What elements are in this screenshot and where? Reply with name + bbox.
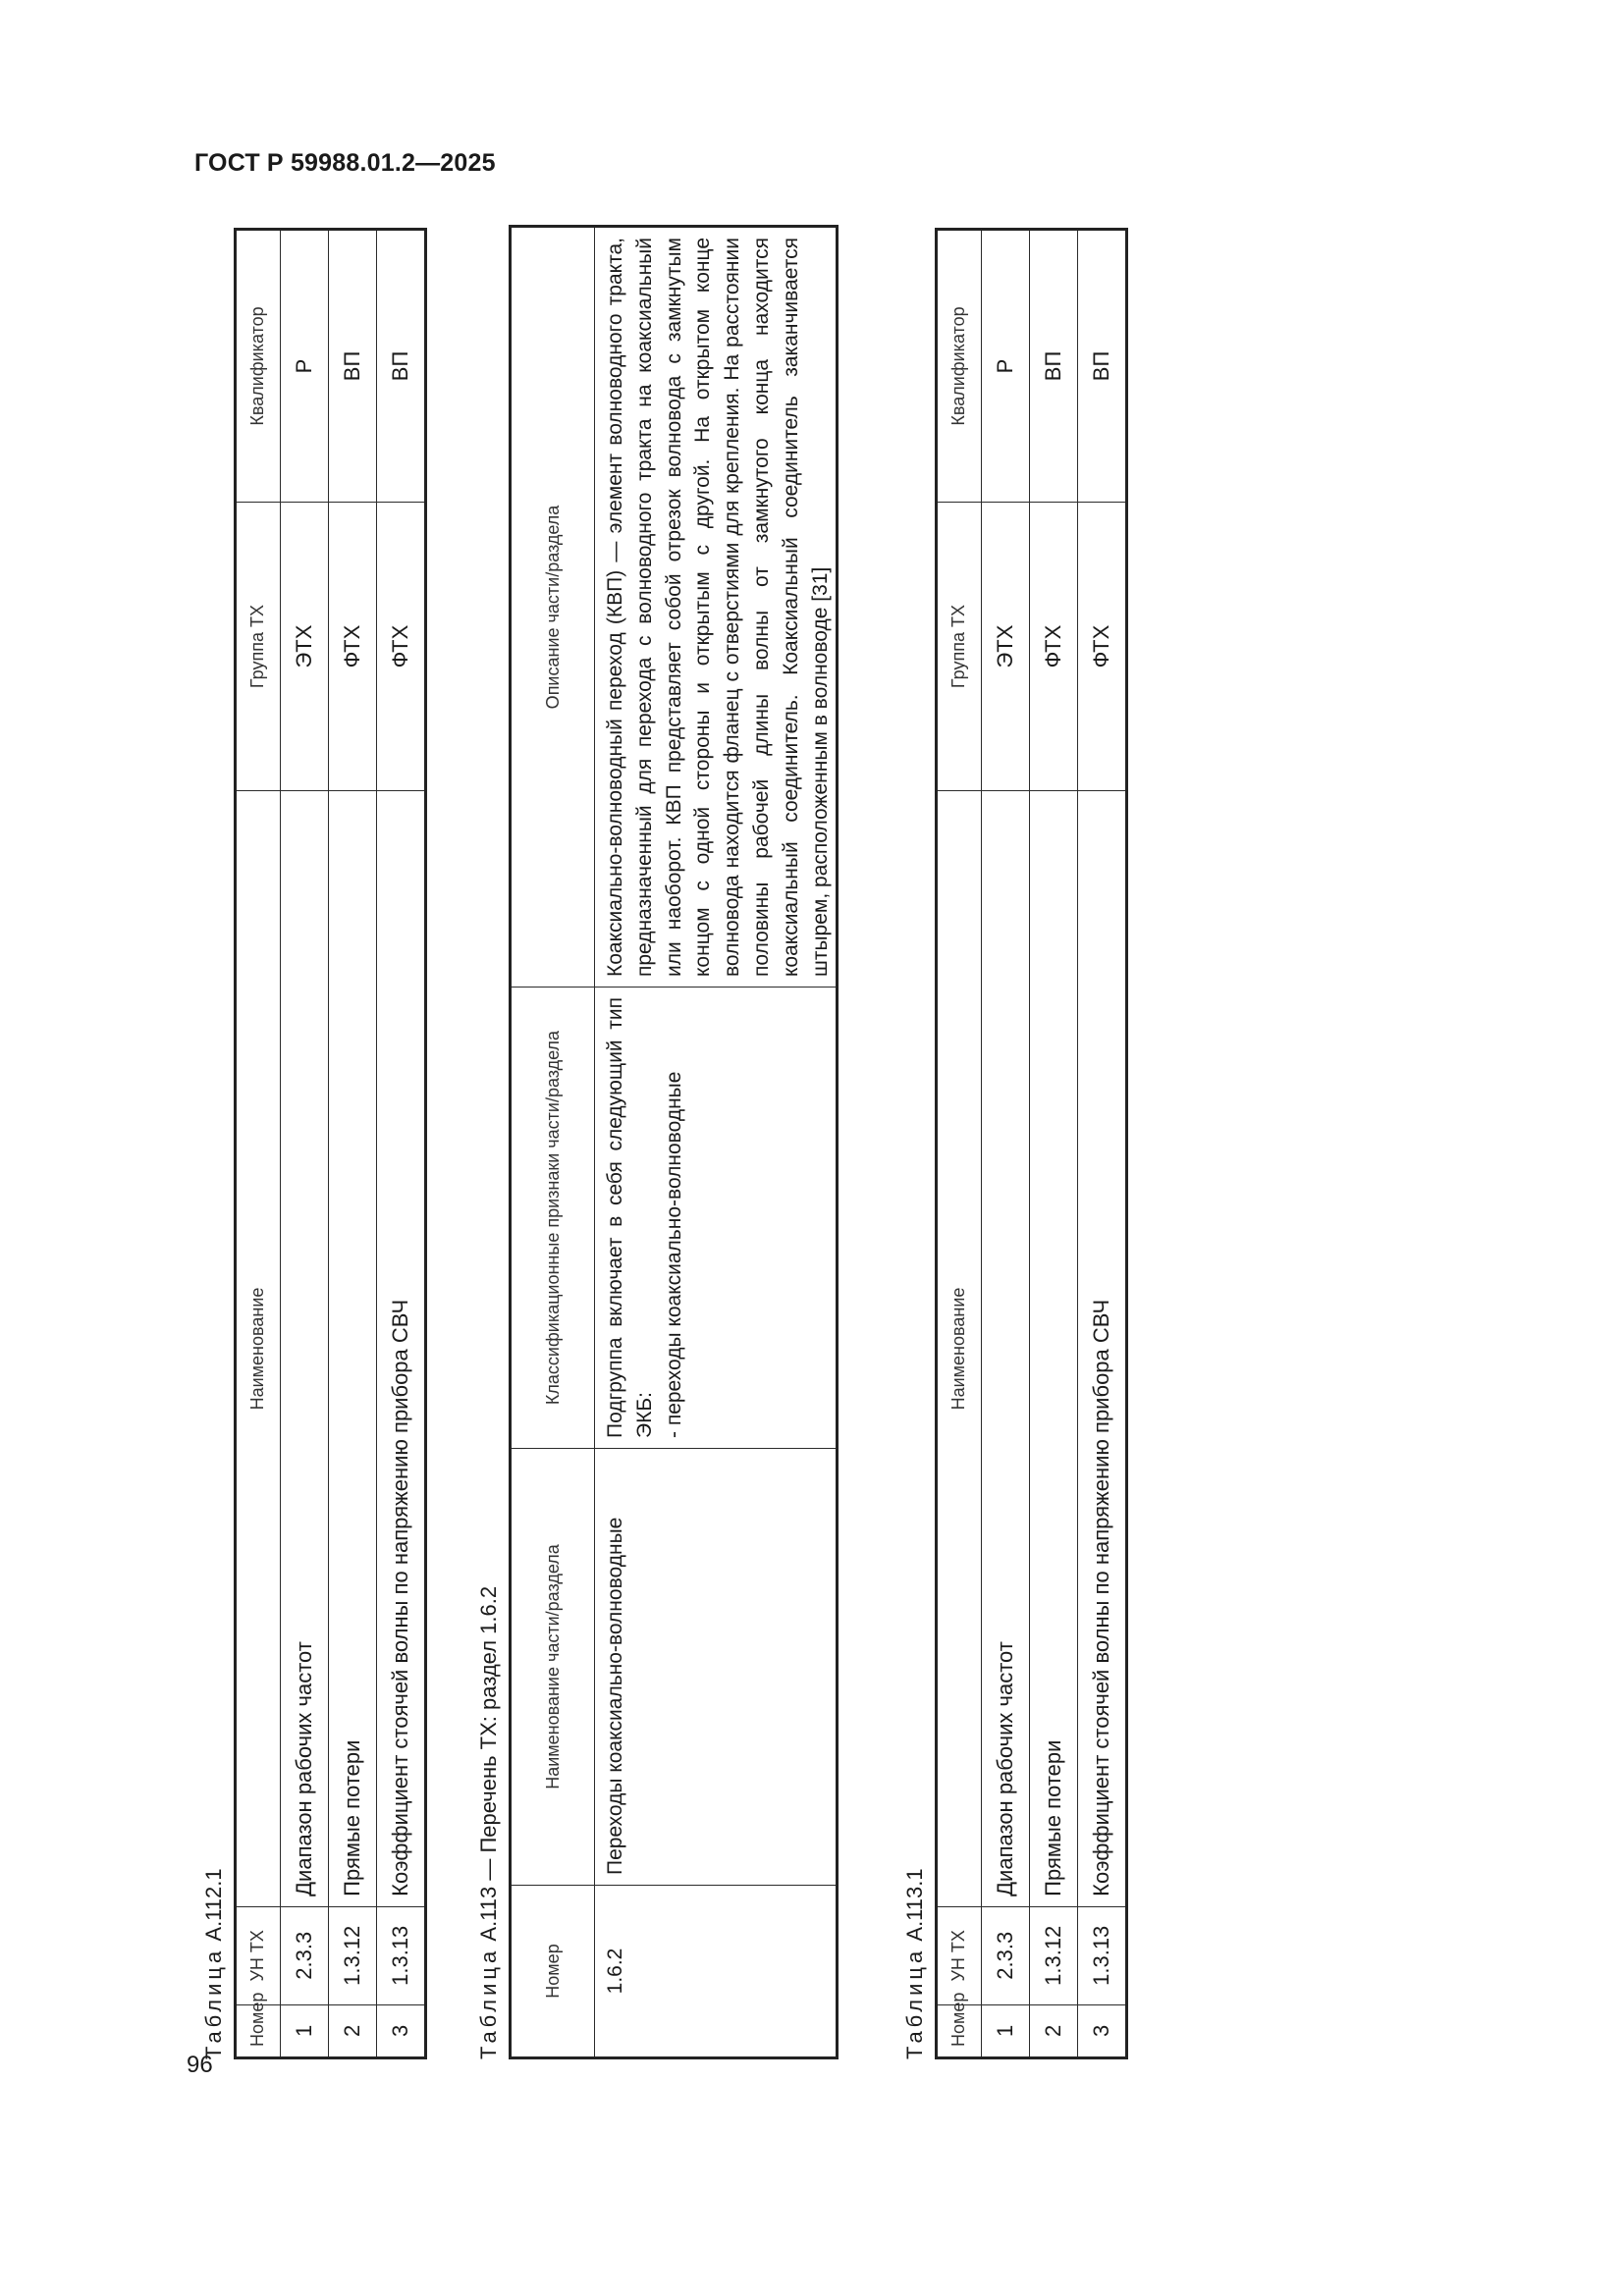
- col-header: Номер: [937, 2004, 982, 2057]
- cell-number: 3: [1078, 2004, 1127, 2057]
- col-header: УН ТХ: [937, 1906, 982, 2004]
- col-header: УН ТХ: [236, 1906, 281, 2004]
- cell-description: Коаксиально-волноводный переход (КВП) — элемент волноводного тракта, предназначенный для перехода с волноводного тракта на коаксиальный или наоборот. КВП представляет собой отрезок волновода с замкнутым концом с одной стороны и открытым с другой. На открытом конце волновода находится фланец с отверстиями для крепления. На расстоянии половины рабочей длины волны от замкнутого конца находится коаксиальный соединитель. Коаксиальный соединитель заканчивается штырем, расположенным в волноводе [31]: [595, 227, 838, 988]
- col-header: Описание части/раздела: [511, 227, 595, 988]
- col-header: Номер: [236, 2004, 281, 2057]
- table-a112-1-block: [194, 224, 427, 2059]
- document-header: ГОСТ Р 59988.01.2—2025: [194, 149, 496, 177]
- cell-name: Прямые потери: [329, 791, 377, 1907]
- cell-qualifier: ВП: [1030, 230, 1078, 503]
- cell-number: 3: [377, 2004, 426, 2057]
- cell-number: 1: [982, 2004, 1030, 2057]
- caption-word: Таблица: [902, 1947, 927, 2059]
- cell-number: 2: [329, 2004, 377, 2057]
- table-row: [329, 230, 377, 2058]
- table-a113-1-block: [895, 224, 1128, 2059]
- col-header: Наименование: [937, 791, 982, 1907]
- table-row: [982, 230, 1030, 2058]
- cell-number: 2: [1030, 2004, 1078, 2057]
- cell-name: Коэффициент стоячей волны по напряжению прибора СВЧ: [377, 791, 426, 1907]
- col-header: Квалификатор: [236, 230, 281, 503]
- col-header: Классификационные признаки части/раздела: [511, 988, 595, 1449]
- table-a113-block: [469, 224, 839, 2059]
- col-header: Квалификатор: [937, 230, 982, 503]
- col-header: Группа ТХ: [236, 502, 281, 790]
- table-caption: [194, 224, 234, 2059]
- cell-code: 1.3.12: [329, 1906, 377, 2004]
- caption-id: А.113.1: [902, 1868, 927, 1942]
- cell-name: Прямые потери: [1030, 791, 1078, 1907]
- table-a113: [509, 225, 839, 2059]
- table-a112-1: [234, 228, 427, 2059]
- cell-code: 2.3.3: [281, 1906, 329, 2004]
- cell-group: ЭТХ: [982, 502, 1030, 790]
- cell-group: ФТХ: [329, 502, 377, 790]
- table-caption: [895, 224, 935, 2059]
- col-header: Группа ТХ: [937, 502, 982, 790]
- table-header-row: [937, 230, 982, 2058]
- cell-name: Диапазон рабочих частот: [281, 791, 329, 1907]
- col-header: Наименование: [236, 791, 281, 1907]
- table-row: [595, 227, 838, 2058]
- table-row: [1078, 230, 1127, 2058]
- page-number: 96: [187, 2052, 213, 2078]
- cell-features: Подгруппа включает в себя следующий тип ЭКБ: - переходы коаксиально-волноводные: [595, 988, 838, 1449]
- cell-number: 1.6.2: [595, 1886, 838, 2058]
- table-row: [377, 230, 426, 2058]
- cell-group: ФТХ: [1078, 502, 1127, 790]
- caption-word: Таблица: [476, 1947, 501, 2059]
- cell-group: ЭТХ: [281, 502, 329, 790]
- cell-number: 1: [281, 2004, 329, 2057]
- cell-code: 1.3.13: [377, 1906, 426, 2004]
- col-header: Наименование части/раздела: [511, 1449, 595, 1886]
- cell-qualifier: ВП: [1078, 230, 1127, 503]
- col-header: Номер: [511, 1886, 595, 2058]
- cell-qualifier: ВП: [377, 230, 426, 503]
- cell-name: Диапазон рабочих частот: [982, 791, 1030, 1907]
- caption-word: Таблица: [201, 1947, 226, 2059]
- cell-qualifier: Р: [281, 230, 329, 503]
- table-row: [1030, 230, 1078, 2058]
- caption-text: А.113 — Перечень ТХ: раздел 1.6.2: [476, 1585, 501, 1942]
- caption-id: А.112.1: [201, 1868, 226, 1942]
- table-row: [281, 230, 329, 2058]
- table-a113-1: [935, 228, 1128, 2059]
- cell-group: ФТХ: [1030, 502, 1078, 790]
- cell-qualifier: Р: [982, 230, 1030, 503]
- table-header-row: [511, 227, 595, 2058]
- table-caption: [469, 224, 509, 2059]
- cell-code: 1.3.13: [1078, 1906, 1127, 2004]
- cell-name: Коэффициент стоячей волны по напряжению прибора СВЧ: [1078, 791, 1127, 1907]
- cell-code: 1.3.12: [1030, 1906, 1078, 2004]
- table-header-row: [236, 230, 281, 2058]
- cell-code: 2.3.3: [982, 1906, 1030, 2004]
- cell-qualifier: ВП: [329, 230, 377, 503]
- cell-group: ФТХ: [377, 502, 426, 790]
- cell-name: Переходы коаксиально-волноводные: [595, 1449, 838, 1886]
